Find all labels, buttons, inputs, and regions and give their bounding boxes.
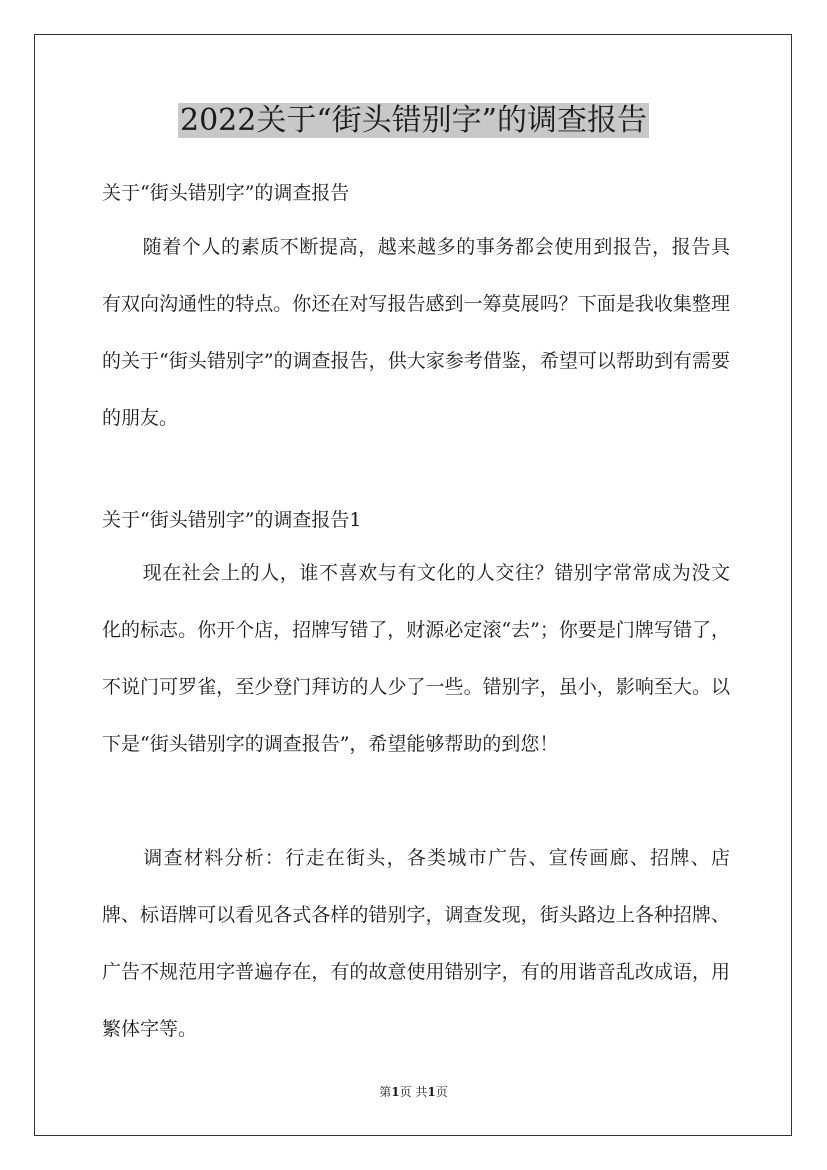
footer-page-suffix: 页 共 (399, 1085, 428, 1099)
section-1-paragraph-2-text: 调查材料分析：行走在街头，各类城市广告、宣传画廊、招牌、店牌、标语牌可以看见各式各样的错别字，调查发现，街头路边上各种招牌、广告不规范用字普遍存在，有的故意使用错别字，有的用谐音乱改成语，用繁体字等。 (102, 847, 730, 1040)
page-footer (0, 1084, 827, 1100)
section-1-paragraph-2 (102, 830, 730, 1058)
section-1-paragraph-1-text: 现在社会上的人，谁不喜欢与有文化的人交往？错别字常常成为没文化的标志。你开个店，招牌写错了，财源必定滚“去”；你要是门牌写错了，不说门可罗雀，至少登门拜访的人少了一些。错别字，虽小，影响至大。以下是“街头错别字的调查报告”，希望能够帮助的到您！ (102, 562, 730, 755)
footer-page-number: 1 (391, 1085, 400, 1099)
footer-total-suffix: 页 (435, 1085, 448, 1099)
intro-paragraph-text: 随着个人的素质不断提高，越来越多的事务都会使用到报告，报告具有双向沟通性的特点。你还在对写报告感到一筹莫展吗？下面是我收集整理的关于“街头错别字”的调查报告，供大家参考借鉴，希望可以帮助到有需要的朋友。 (102, 236, 730, 429)
footer-page-prefix: 第 (379, 1085, 392, 1099)
footer-total-pages: 1 (427, 1085, 436, 1099)
document-title-text: 2022关于“街头错别字”的调查报告 (179, 103, 648, 138)
document-title (0, 100, 827, 142)
section-1-paragraph-1 (102, 545, 730, 773)
section-1-heading: 关于“街头错别字”的调查报告1 (102, 509, 362, 531)
intro-paragraph (102, 219, 730, 447)
intro-heading: 关于“街头错别字”的调查报告 (102, 182, 350, 204)
